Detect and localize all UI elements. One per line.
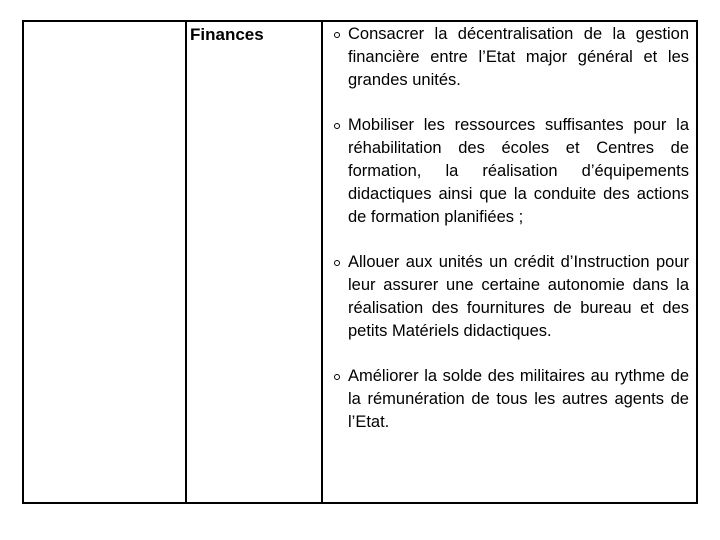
list-item [334,114,689,229]
list-item [334,23,689,92]
list-item-text: Améliorer la solde des militaires au rythme de la rémunération de tous les autres agents de l’Etat. [348,367,689,431]
list-item [334,365,689,434]
list-item-text: Consacrer la décentralisation de la gestion financière entre l’Etat major général et les grandes unités. [348,25,689,89]
list-item-text: Allouer aux unités un crédit d’Instruction pour leur assurer une certaine autonomie dans la réalisation des fournitures de bureau et des petits Matériels didactiques. [348,253,689,340]
list-item [334,251,689,343]
bullet-icon [334,123,340,129]
list-item-text: Mobiliser les ressources suffisantes pour la réhabilitation des écoles et Centres de formation, la réalisation d’équipements didactiques ainsi que la conduite des actions de formation planifiées ; [348,116,689,226]
column-divider [321,20,323,504]
bullet-icon [334,260,340,266]
bullet-icon [334,32,340,38]
bullet-icon [334,374,340,380]
objectives-list [334,23,689,456]
column-divider [185,20,187,504]
category-label: Finances [190,25,264,44]
